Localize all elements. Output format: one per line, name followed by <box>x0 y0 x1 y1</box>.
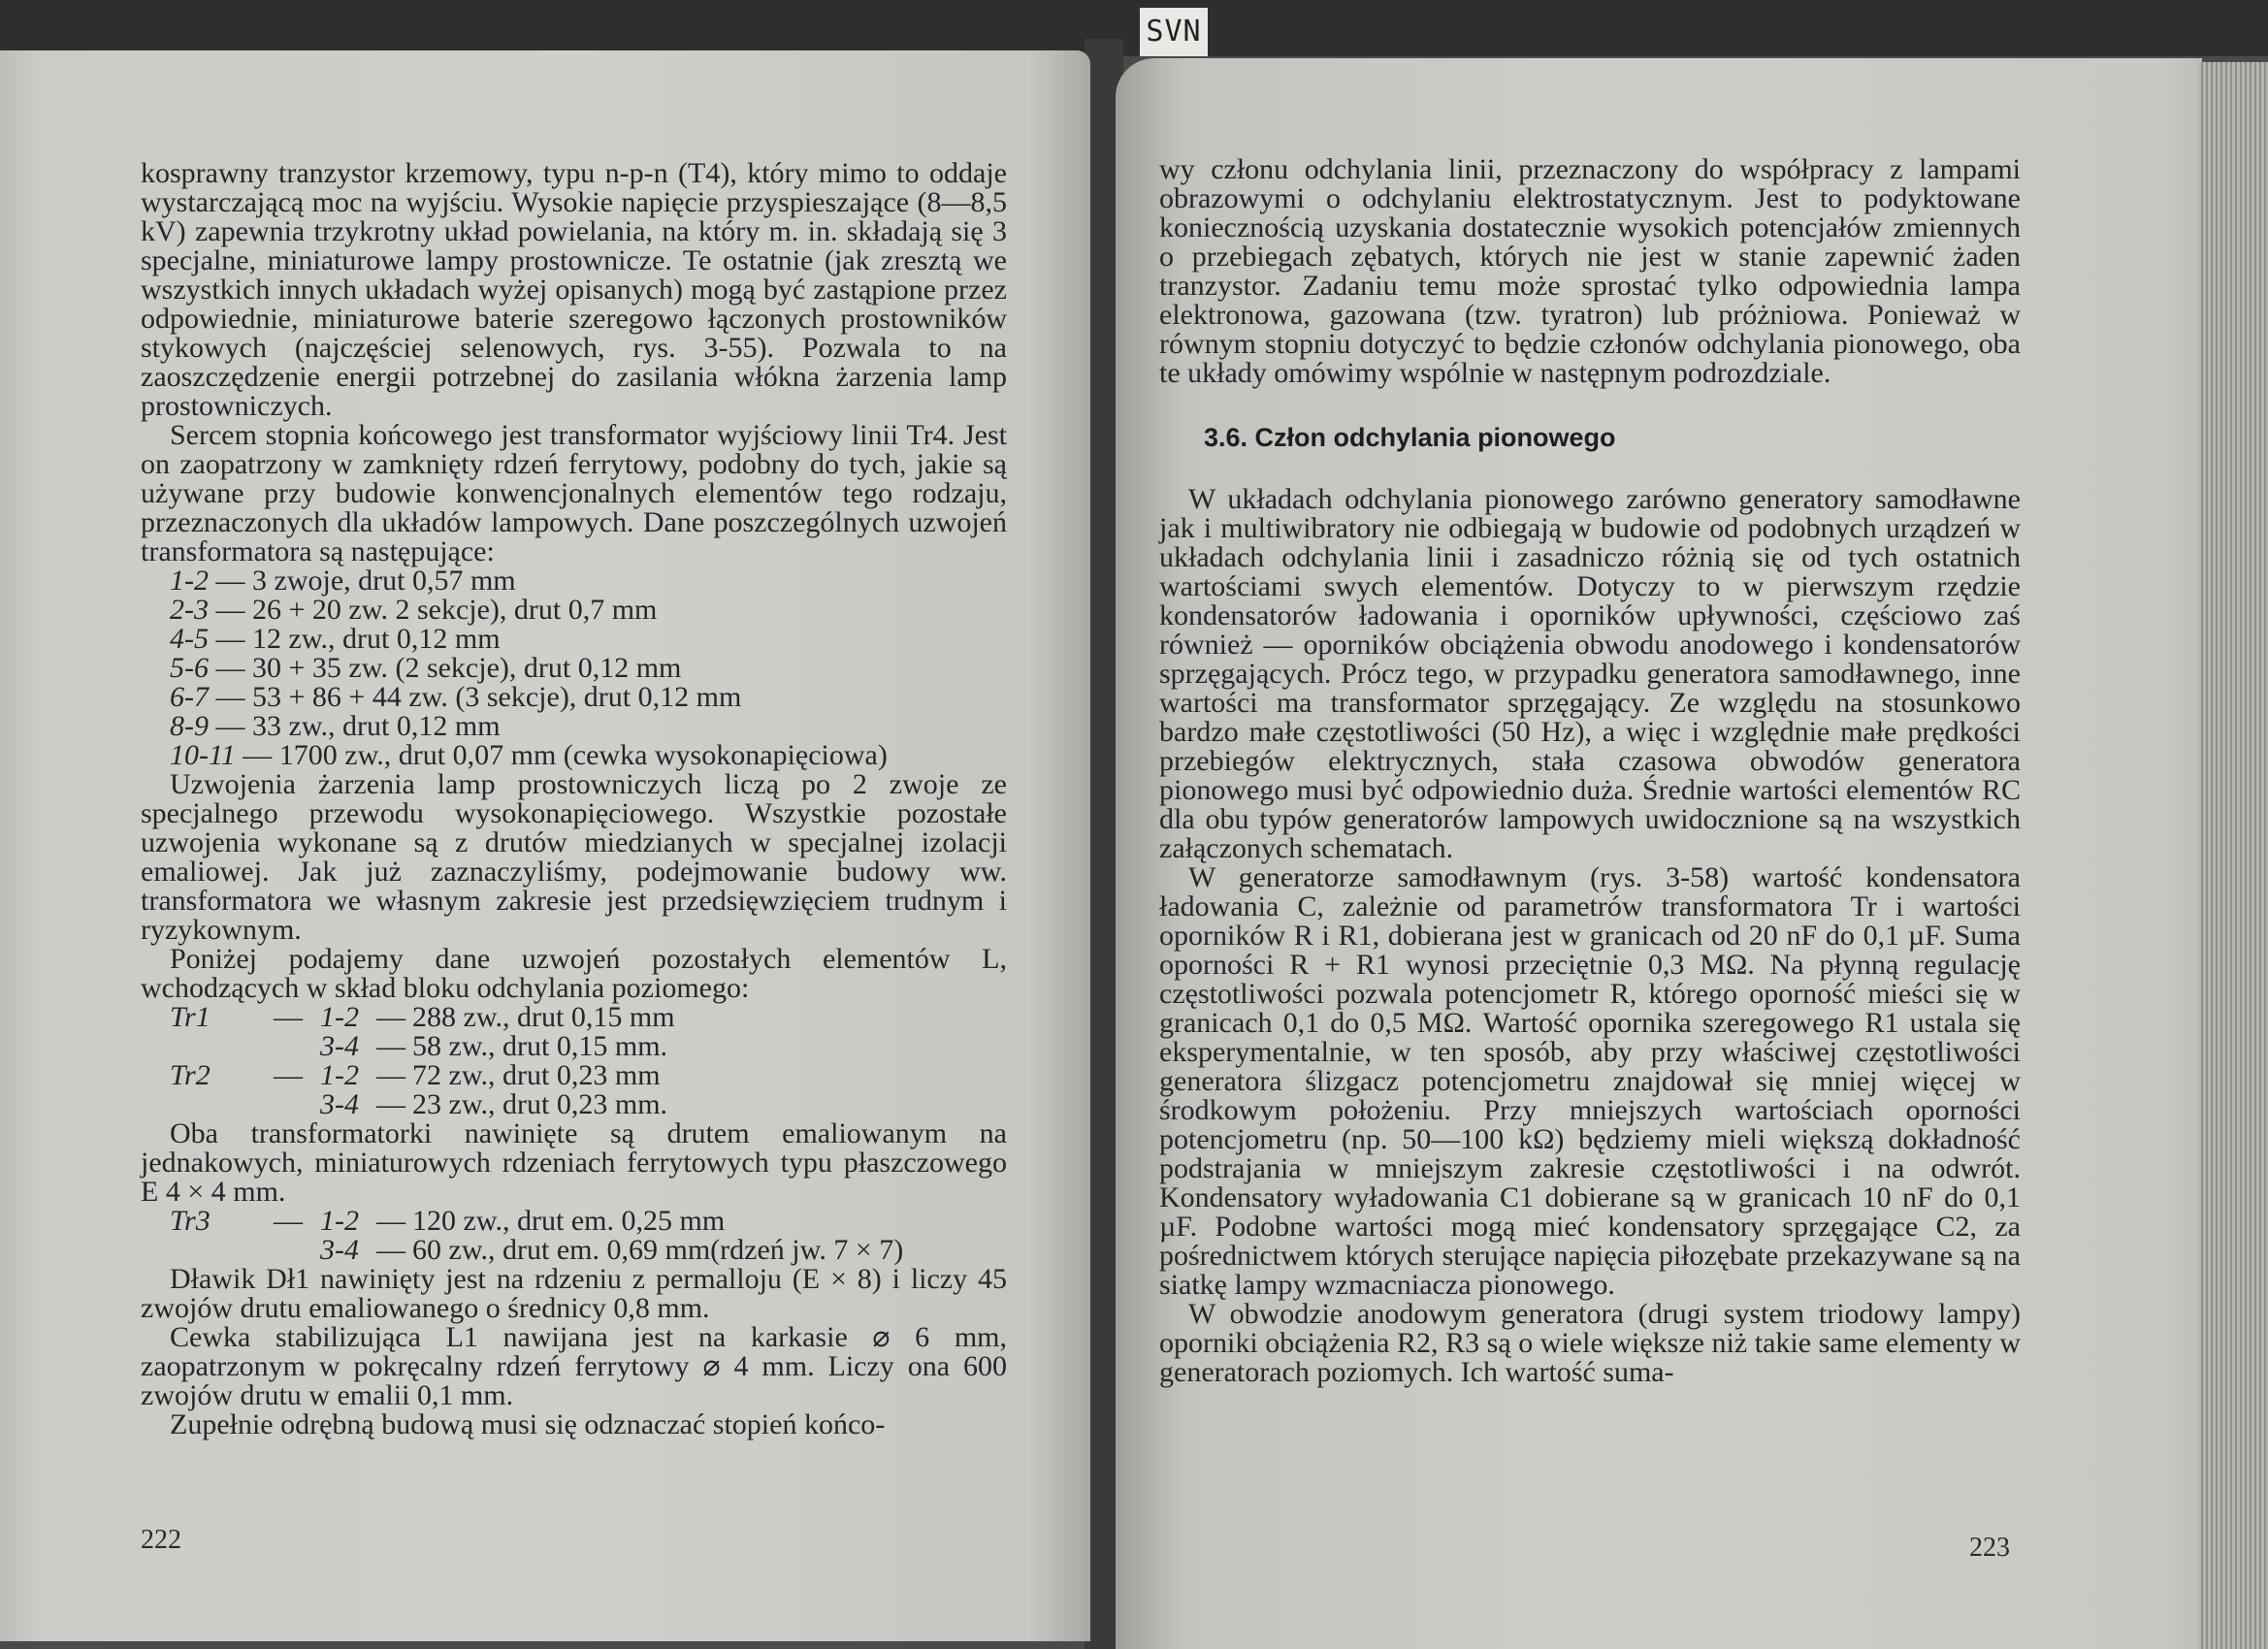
scan-background-top <box>0 0 2268 56</box>
left-page <box>0 50 1090 1641</box>
winding-row: 5-6 — 30 + 35 zw. (2 sekcje), drut 0,12 mm <box>170 652 682 684</box>
winding-row: 10-11 — 1700 zw., drut 0,07 mm (cewka wysokonapięciowa) <box>170 739 888 771</box>
book-page-edges <box>2198 62 2268 1649</box>
winding-list <box>141 566 1007 770</box>
paragraph: Sercem stopnia końcowego jest transformator wyjściowy linii Tr4. Jest on zaopatrzony w zamknięty rdzeń ferrytowy, podobny do tych, jakie są używane przy budowie konwencjonalnych elementów tego rodzaju, przeznaczonych dla układów lampowych. Dane poszczególnych uzwojeń transformatora są następujące: <box>141 419 1007 567</box>
left-page-text <box>141 159 1007 1439</box>
transformer-row: 3-4 — 58 zw., drut 0,15 mm. <box>320 1030 668 1062</box>
transformer-row: Tr1 — 1-2 — 288 zw., drut 0,15 mm <box>170 1001 675 1033</box>
scan-marker-label: SVN <box>1140 8 1208 56</box>
transformer-row: 3-4 — 23 zw., drut 0,23 mm. <box>320 1088 668 1120</box>
paragraph: W układach odchylania pionowego zarówno generatory samodławne jak i multiwibratory nie odbiegają w budowie od podobnych urządzeń w układach odchylania linii i zasadniczo różnią się od tych ostatnich wartościami swych elementów. Dotyczy to w pierwszym rzędzie kondensatorów ładowania i oporników upływności, częściowo zaś również — oporników obciążenia obwodu anodowego i kondensatorów sprzęgających. Prócz tego, w przypadku generatora samodławnego, inne wartości ma transformator sprzęgający. Ze względu na stosunkowo bardzo małe częstotliwości (50 Hz), a więc i względnie małe prędkości przebiegów elektrycznych, stała czasowa obwodów generatora pionowego musi być odpowiednio duża. Średnie wartości elementów RC dla obu typów generatorów lampowych uwidocznione są na wszystkich załączonych schematach. <box>1159 483 2021 864</box>
paragraph: wy członu odchylania linii, przeznaczony do współpracy z lampami obrazowymi o odchylaniu elektrostatycznym. Jest to podyktowane koniecznością uzyskania dostatecznie wysokich potencjałów zmiennych o przebiegach zębatych, których nie jest w stanie zapewnić żaden tranzystor. Zadaniu temu może sprostać tylko odpowiednia lampa elektronowa, gazowana (tzw. tyratron) lub próżniowa. Ponieważ w równym stopniu dotyczyć to będzie członów odchylania pionowego, oba te układy omówimy wspólnie w następnym podrozdziale. <box>1159 153 2021 389</box>
winding-row: 1-2 — 3 zwoje, drut 0,57 mm <box>170 565 516 597</box>
page-number-left: 222 <box>141 1525 181 1555</box>
paragraph: W obwodzie anodowym generatora (drugi system triodowy lampy) oporniki obciążenia R2, R3 są o wiele większe niż takie same elementy w generatorach poziomych. Ich wartość suma- <box>1159 1298 2021 1388</box>
paragraph: Uzwojenia żarzenia lamp prostowniczych liczą po 2 zwoje ze specjalnego przewodu wysokonapięciowego. Wszystkie pozostałe uzwojenia wykonane są z drutów miedzianych w specjalnej izolacji emaliowej. Jak już zaznaczyliśmy, podejmowanie budowy ww. transformatora we własnym zakresie jest przedsięwzięciem trudnym i ryzykownym. <box>141 768 1007 946</box>
page-number-right: 223 <box>1969 1533 2010 1563</box>
transformer-row: 3-4 — 60 zw., drut em. 0,69 mm(rdzeń jw. 7 × 7) <box>320 1234 904 1266</box>
transformer-row: Tr2 — 1-2 — 72 zw., drut 0,23 mm <box>170 1059 661 1091</box>
winding-row: 6-7 — 53 + 86 + 44 zw. (3 sekcje), drut 0,12 mm <box>170 681 742 713</box>
paragraph: Zupełnie odrębną budową musi się odznaczać stopień końco- <box>170 1408 886 1440</box>
right-page-text <box>1159 155 2021 1387</box>
paragraph: W generatorze samodławnym (rys. 3-58) wartość kondensatora ładowania C, zależnie od parametrów transformatora Tr i wartości oporników R i R1, dobierana jest w granicach od 20 nF do 0,1 µF. Suma oporności R + R1 wynosi przeciętnie 0,3 MΩ. Na płynną regulację częstotliwości pozwala potencjometr R, którego oporność mieści się w granicach 0,1 do 0,5 MΩ. Wartość opornika szeregowego R1 ustala się eksperymentalnie, w ten sposób, aby przy właściwej częstotliwości generatora ślizgacz potencjometru znajdował się mniej więcej w środkowym położeniu. Przy mniejszych wartościach oporności potencjometru (np. 50—100 kΩ) będziemy mieli większą dokładność podstrajania w mniejszym zakresie częstotliwości i na odwrót. Kondensatory wyładowania C1 dobierane są w granicach 10 nF do 0,1 µF. Podobne wartości mogą mieć kondensatory sprzęgające C2, za pośrednictwem których sterujące napięcia piłozębate przekazywane są na siatkę lampy wzmacniacza pionowego. <box>1159 861 2021 1301</box>
right-page-sheet <box>1116 58 2202 1649</box>
transformer-tr2-list <box>141 1061 1007 1119</box>
paragraph: Poniżej podajemy dane uzwojeń pozostałych elementów L, wchodzących w skład bloku odchylania poziomego: <box>141 943 1007 1004</box>
transformer-row: Tr3 — 1-2 — 120 zw., drut em. 0,25 mm <box>170 1205 726 1237</box>
paragraph: Cewka stabilizująca L1 nawijana jest na karkasie ⌀ 6 mm, zaopatrzonym w pokręcalny rdzeń ferrytowy ⌀ 4 mm. Liczy ona 600 zwojów drutu w emalii 0,1 mm. <box>141 1321 1007 1411</box>
winding-row: 2-3 — 26 + 20 zw. 2 sekcje), drut 0,7 mm <box>170 594 658 626</box>
winding-row: 8-9 — 33 zw., drut 0,12 mm <box>170 710 501 742</box>
winding-row: 4-5 — 12 zw., drut 0,12 mm <box>170 623 501 655</box>
paragraph: Dławik Dł1 nawinięty jest na rdzeniu z permalloju (E × 8) i liczy 45 zwojów drutu emaliowanego o średnicy 0,8 mm. <box>141 1263 1007 1324</box>
transformer-tr1-list <box>141 1003 1007 1061</box>
section-title: 3.6. Człon odchylania pionowego <box>1204 423 1616 452</box>
transformer-tr3-list <box>141 1207 1007 1265</box>
paragraph: kosprawny tranzystor krzemowy, typu n-p-n (T4), który mimo to oddaje wystarczającą moc na wyjściu. Wysokie napięcie przyspieszające (8—8,5 kV) zapewnia trzykrotny układ powielania, na który m. in. składają się 3 specjalne, miniaturowe lampy prostownicze. Te ostatnie (jak zresztą we wszystkich innych układach wyżej opisanych) mogą być zastąpione przez odpowiednie, miniaturowe baterie szeregowo łączonych prostowników stykowych (najczęściej selenowych, rys. 3-55). Pozwala to na zaoszczędzenie energii potrzebnej do zasilania włókna żarzenia lamp prostowniczych. <box>141 157 1007 422</box>
paragraph: Oba transformatorki nawinięte są drutem emaliowanym na jednakowych, miniaturowych rdzeniach ferrytowych typu płaszczowego E 4 × 4 mm. <box>141 1117 1007 1208</box>
